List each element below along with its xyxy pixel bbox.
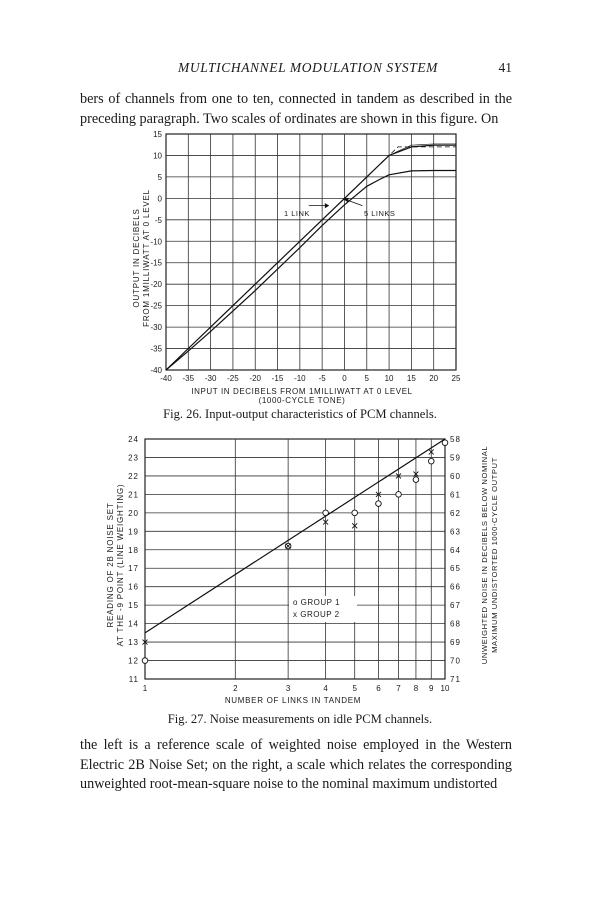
- fig27-right-tick-label: 65: [450, 564, 461, 574]
- fig26-x-tick-label: -20: [249, 374, 262, 383]
- fig27-y-tick-label: 23: [128, 453, 139, 463]
- fig27-point-group1: [428, 458, 434, 464]
- fig27-point-group1: [413, 477, 419, 483]
- fig27-right-tick-label: 71: [450, 675, 461, 684]
- fig26-x-tick-label: 5: [364, 374, 369, 383]
- fig26-xlabel-line1: INPUT IN DECIBELS FROM 1MILLIWATT AT 0 LEVEL: [191, 387, 413, 396]
- fig27-right-label-line1: UNWEIGHTED NOISE IN DECIBELS BELOW NOMINAL: [480, 445, 489, 665]
- fig27-point-group1: [352, 510, 358, 516]
- fig27-right-tick-label: 59: [450, 453, 461, 463]
- fig26-x-tick-label: -35: [182, 374, 195, 383]
- fig27-x-tick-label: 1: [142, 684, 148, 693]
- fig27-point-group1: [396, 492, 402, 498]
- fig26-x-tick-label: 20: [429, 374, 439, 383]
- fig27-right-tick-label: 60: [450, 471, 461, 481]
- fig26-y-tick-label: -30: [150, 323, 162, 333]
- fig26-xlabel-line2: (1000-CYCLE TONE): [258, 396, 346, 405]
- fig27-y-tick-label: 15: [128, 601, 139, 611]
- fig26-x-tick-label: -40: [160, 374, 172, 383]
- fig26-x-tick-label: -10: [294, 374, 306, 383]
- fig27-y-tick-label: 13: [128, 638, 139, 648]
- fig26-y-tick-label: -10: [150, 237, 162, 247]
- fig27-tick-labels: [128, 435, 461, 693]
- fig26-x-tick-label: -15: [271, 374, 284, 383]
- body-paragraph-top: bers of channels from one to ten, connected in tandem as described in the preceding paragraph. Two scales of ordinates are shown in this figure. On: [80, 91, 512, 127]
- figure-27-caption: Fig. 27. Noise measurements on idle PCM channels.: [167, 712, 433, 726]
- fig27-right-tick-label: 63: [450, 527, 461, 537]
- fig27-y-tick-label: 17: [128, 564, 139, 574]
- fig27-x-tick-label: 2: [233, 684, 238, 693]
- fig27-right-tick-label: 64: [450, 545, 461, 555]
- fig26-x-tick-label: -25: [227, 374, 239, 383]
- fig27-right-tick-label: 70: [450, 656, 461, 666]
- fig27-right-tick-label: 69: [450, 638, 461, 648]
- fig27-y-tick-label: 18: [128, 545, 139, 555]
- fig27-axis-labels: [106, 446, 499, 705]
- fig27-x-tick-label: 9: [429, 684, 434, 693]
- page-number: 41: [498, 60, 512, 75]
- fig27-point-group1: [142, 658, 148, 664]
- fig26-y-tick-label: 0: [157, 194, 162, 204]
- body-paragraph-bottom: the left is a reference scale of weighted noise employed in the Western Electric 2B Noise Set; on the right, a scale which relates the corresponding unweighted root-mean-square noise to the nominal maximum undistorted: [80, 737, 512, 792]
- fig27-x-tick-label: 5: [352, 684, 357, 693]
- fig26-y-tick-label: -35: [150, 344, 162, 354]
- fig27-y-tick-label: 21: [128, 490, 139, 500]
- fig26-x-tick-label: 15: [406, 374, 416, 383]
- fig26-x-tick-label: -30: [204, 374, 217, 383]
- fig27-y-tick-label: 19: [128, 527, 139, 537]
- fig26-y-tick-label: -40: [150, 366, 162, 375]
- fig27-right-tick-label: 67: [450, 601, 461, 611]
- fig27-series: [142, 439, 448, 663]
- fig27-y-tick-label: 20: [128, 508, 139, 518]
- fig27-x-tick-label: 7: [396, 684, 401, 693]
- fig27-point-group1: [376, 501, 382, 507]
- fig26-y-tick-label: -25: [150, 301, 162, 311]
- figure-26-caption: Fig. 26. Input-output characteristics of PCM channels.: [163, 407, 437, 421]
- fig27-y-tick-label: 14: [128, 619, 139, 629]
- running-head-title: MULTICHANNEL MODULATION SYSTEM: [178, 60, 439, 75]
- fig27-y-tick-label: 11: [128, 675, 139, 684]
- fig27-right-tick-label: 66: [450, 582, 461, 592]
- fig27-x-tick-label: 6: [376, 684, 381, 693]
- fig26-y-tick-label: -15: [150, 258, 162, 268]
- fig26-x-tick-label: 10: [384, 374, 394, 383]
- fig27-legend-group1: o GROUP 1: [293, 598, 341, 607]
- fig27-ylabel-line1: READING OF 2B NOISE SET: [106, 502, 115, 628]
- fig26-x-tick-label: -5: [318, 374, 326, 383]
- fig26-y-tick-label: -5: [154, 215, 162, 225]
- fig27-x-tick-label: 3: [285, 684, 291, 693]
- fig27-y-tick-label: 22: [128, 471, 139, 481]
- fig27-x-tick-label: 10: [440, 684, 450, 693]
- fig27-y-tick-label: 24: [128, 435, 139, 444]
- fig26-y-tick-label: 10: [153, 151, 162, 161]
- fig27-y-tick-label: 12: [128, 656, 139, 666]
- fig27-ylabel-line2: AT THE -9 POINT (LINE WEIGHTING): [116, 483, 125, 647]
- fig26-y-tick-label: -20: [150, 280, 162, 290]
- fig26-annotation-5-links: 5 LINKS: [364, 209, 396, 218]
- fig27-right-tick-label: 61: [450, 490, 461, 500]
- fig27-legend-group2: x GROUP 2: [293, 610, 340, 619]
- fig27-y-tick-label: 16: [128, 582, 139, 592]
- fig26-annotation-1-link: 1 LINK: [284, 209, 310, 218]
- fig27-right-tick-label: 62: [450, 508, 461, 518]
- fig27-x-tick-label: 4: [323, 684, 328, 693]
- fig26-x-tick-label: 25: [451, 374, 461, 383]
- fig27-xlabel: NUMBER OF LINKS IN TANDEM: [224, 696, 362, 705]
- fig26-ylabel-line1: OUTPUT IN DECIBELS: [132, 208, 141, 308]
- fig27-right-tick-label: 68: [450, 619, 461, 629]
- fig27-right-tick-label: 58: [450, 435, 461, 444]
- fig26-x-tick-label: 0: [342, 374, 347, 383]
- fig26-y-tick-label: 5: [157, 172, 162, 182]
- fig26-ylabel-line2: FROM 1MILLIWATT AT 0 LEVEL: [142, 189, 151, 327]
- fig26-y-tick-label: 15: [153, 130, 162, 139]
- fig27-right-label-line2: MAXIMUM UNDISTORTED 1000-CYCLE OUTPUT: [490, 457, 499, 653]
- fig27-x-tick-label: 8: [413, 684, 419, 693]
